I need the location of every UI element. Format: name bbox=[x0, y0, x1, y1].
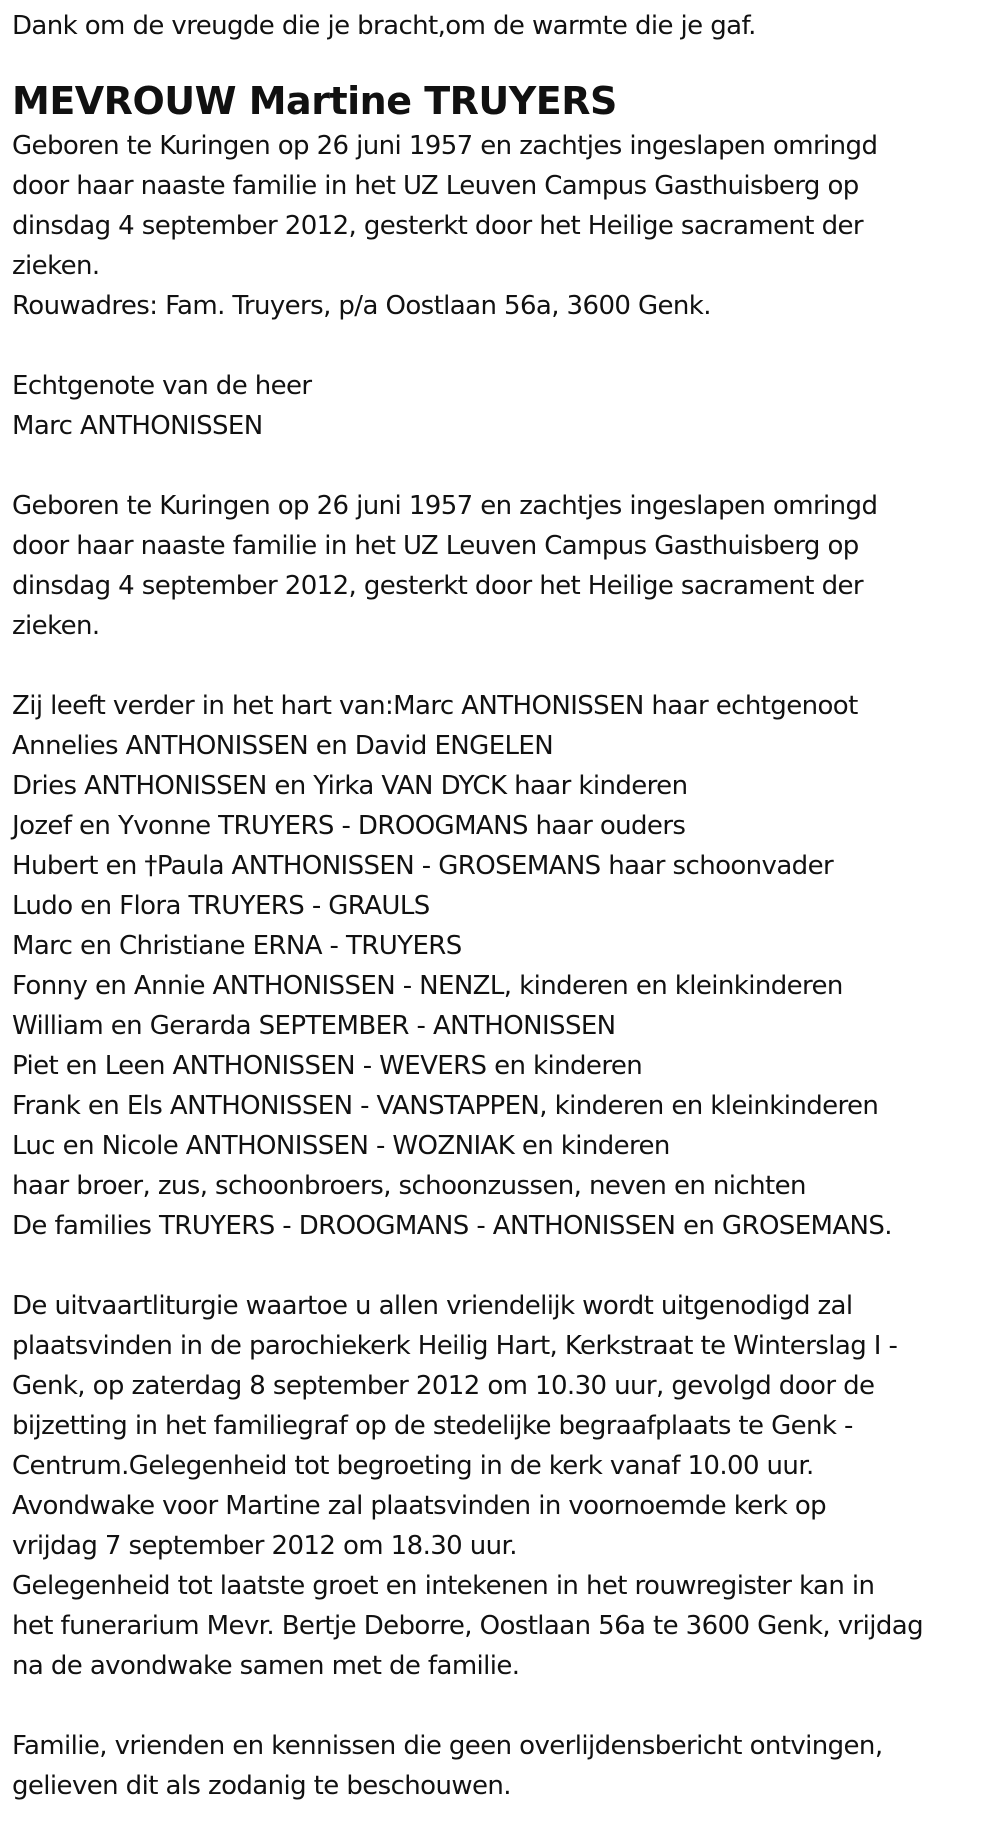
ceremony-line: De uitvaartliturgie waartoe u allen vriendelijk wordt uitgenodigd zal bbox=[12, 1291, 853, 1321]
family-line: Ludo en Flora TRUYERS - GRAULS bbox=[12, 891, 430, 921]
obituary-document bbox=[0, 6, 1000, 1806]
family-line: Jozef en Yvonne TRUYERS - DROOGMANS haar ouders bbox=[12, 811, 686, 841]
family-line: Zij leeft verder in het hart van:Marc ANTHONISSEN haar echtgenoot bbox=[12, 691, 858, 721]
family-line: Annelies ANTHONISSEN en David ENGELEN bbox=[12, 731, 554, 761]
intro-quote: Dank om de vreugde die je bracht,om de warmte die je gaf. bbox=[12, 11, 756, 41]
birth-notice-line: zieken. bbox=[12, 611, 100, 641]
birth-notice-line: dinsdag 4 september 2012, gesterkt door het Heilige sacrament der bbox=[12, 571, 863, 601]
deceased-name-title: MEVROUW Martine TRUYERS bbox=[12, 79, 617, 123]
birth-notice-line: Geboren te Kuringen op 26 juni 1957 en zachtjes ingeslapen omringd bbox=[12, 131, 878, 161]
ceremony-line: na de avondwake samen met de familie. bbox=[12, 1651, 520, 1681]
spouse-paragraph bbox=[12, 366, 1000, 446]
ceremony-line: bijzetting in het familiegraf op de stedelijke begraafplaats te Genk - bbox=[12, 1411, 853, 1441]
family-line: De families TRUYERS - DROOGMANS - ANTHONISSEN en GROSEMANS. bbox=[12, 1211, 892, 1241]
ceremony-paragraph bbox=[12, 1286, 1000, 1686]
birth-notice-line: door haar naaste familie in het UZ Leuven Campus Gasthuisberg op bbox=[12, 531, 859, 561]
spacer bbox=[12, 1686, 1000, 1726]
ceremony-line: Avondwake voor Martine zal plaatsvinden in voornoemde kerk op bbox=[12, 1491, 827, 1521]
spouse-line: Echtgenote van de heer bbox=[12, 371, 312, 401]
family-line: Luc en Nicole ANTHONISSEN - WOZNIAK en kinderen bbox=[12, 1131, 670, 1161]
birth-notice-line: zieken. bbox=[12, 251, 100, 281]
family-line: Frank en Els ANTHONISSEN - VANSTAPPEN, kinderen en kleinkinderen bbox=[12, 1091, 879, 1121]
birth-notice-paragraph-1 bbox=[12, 126, 1000, 286]
ceremony-line: het funerarium Mevr. Bertje Deborre, Oostlaan 56a te 3600 Genk, vrijdag bbox=[12, 1611, 923, 1641]
birth-notice-line: door haar naaste familie in het UZ Leuven Campus Gasthuisberg op bbox=[12, 171, 859, 201]
family-line: Dries ANTHONISSEN en Yirka VAN DYCK haar kinderen bbox=[12, 771, 688, 801]
family-list bbox=[12, 686, 1000, 1246]
mourning-address: Rouwadres: Fam. Truyers, p/a Oostlaan 56a, 3600 Genk. bbox=[12, 291, 711, 321]
birth-notice-line: dinsdag 4 september 2012, gesterkt door het Heilige sacrament der bbox=[12, 211, 863, 241]
spacer bbox=[12, 1246, 1000, 1286]
closing-line: Familie, vrienden en kennissen die geen overlijdensbericht ontvingen, bbox=[12, 1731, 883, 1761]
closing-paragraph bbox=[12, 1726, 1000, 1806]
ceremony-line: vrijdag 7 september 2012 om 18.30 uur. bbox=[12, 1531, 517, 1561]
birth-notice-line: Geboren te Kuringen op 26 juni 1957 en zachtjes ingeslapen omringd bbox=[12, 491, 878, 521]
family-line: William en Gerarda SEPTEMBER - ANTHONISSEN bbox=[12, 1011, 616, 1041]
family-line: Hubert en †Paula ANTHONISSEN - GROSEMANS haar schoonvader bbox=[12, 851, 834, 881]
spouse-line: Marc ANTHONISSEN bbox=[12, 411, 263, 441]
ceremony-line: Genk, op zaterdag 8 september 2012 om 10.30 uur, gevolgd door de bbox=[12, 1371, 875, 1401]
spacer bbox=[12, 446, 1000, 486]
family-line: Marc en Christiane ERNA - TRUYERS bbox=[12, 931, 462, 961]
family-line: Piet en Leen ANTHONISSEN - WEVERS en kinderen bbox=[12, 1051, 643, 1081]
ceremony-line: Gelegenheid tot laatste groet en intekenen in het rouwregister kan in bbox=[12, 1571, 875, 1601]
spacer bbox=[12, 646, 1000, 686]
birth-notice-paragraph-2 bbox=[12, 486, 1000, 646]
family-line: Fonny en Annie ANTHONISSEN - NENZL, kinderen en kleinkinderen bbox=[12, 971, 843, 1001]
family-line: haar broer, zus, schoonbroers, schoonzussen, neven en nichten bbox=[12, 1171, 806, 1201]
spacer bbox=[12, 326, 1000, 366]
closing-line: gelieven dit als zodanig te beschouwen. bbox=[12, 1771, 511, 1801]
ceremony-line: plaatsvinden in de parochiekerk Heilig Hart, Kerkstraat te Winterslag I - bbox=[12, 1331, 898, 1361]
ceremony-line: Centrum.Gelegenheid tot begroeting in de kerk vanaf 10.00 uur. bbox=[12, 1451, 814, 1481]
